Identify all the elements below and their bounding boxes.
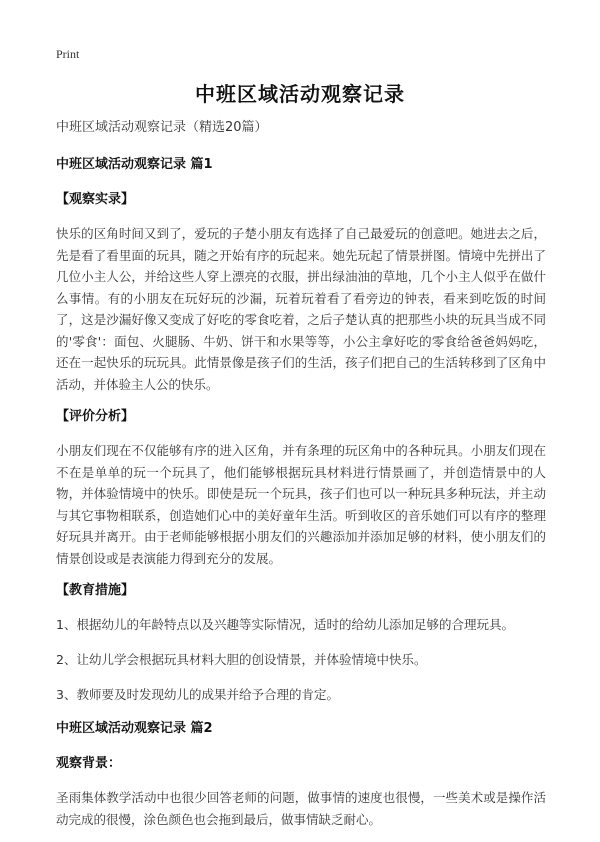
- print-link[interactable]: Print: [56, 47, 80, 61]
- background-paragraph: 圣雨集体教学活动中也很少回答老师的问题，做事情的速度也很慢，一些美术或是操作活动完成的很慢，涂色颜色也会拖到最后，做事情缺乏耐心。: [56, 790, 546, 827]
- measure-item-3: 3、教师要及时发现幼儿的成果并给予合理的肯定。: [56, 687, 339, 702]
- section-heading-2: 中班区域活动观察记录 篇2: [56, 721, 213, 736]
- measure-item-2: 2、让幼儿学会根据玩具材料大胆的创设情景，并体验情境中快乐。: [56, 652, 427, 667]
- measures-label: 【教育措施】: [56, 583, 135, 598]
- observation-paragraph: 快乐的区角时间又到了，爱玩的子楚小朋友有选择了自己最爱玩的创意吧。她进去之后，先是看了看里面的玩具，随之开始有序的玩起来。她先玩起了情景拼图。情境中先拼出了几位小主人公，并给这些人穿上漂亮的衣服，拼出绿油油的草地，几个小主人似乎在做什么事情。有的小朋友在玩好玩的沙漏，玩着玩着看了看旁边的钟表，看来到吃饭的时间了，这是沙漏好像又变成了好吃的零食吃着，之后子楚认真的把那些小块的玩具当成不同的'零食'：面包、火腿肠、牛奶、饼干和水果等等，小公主拿好吃的零食给爸爸妈妈吃，还在一起快乐的玩玩具。此情景像是孩子们的生活，孩子们把自己的生活转移到了区角中活动，并体验主人公的快乐。: [56, 226, 546, 392]
- document-subtitle: 中班区域活动观察记录（精选20篇）: [56, 120, 268, 135]
- background-label: 观察背景：: [56, 756, 122, 771]
- analysis-paragraph: 小朋友们现在不仅能够有序的进入区角，并有条理的玩区角中的各种玩具。小朋友们现在不在是单单的玩一个玩具了，他们能够根据玩具材料进行情景画了，并创造情景中的人物，并体验情境中的快乐。即使是玩一个玩具，孩子们也可以一种玩具多种玩法，并主动与其它事物相联系，创造她们心中的美好童年生活。听到收区的音乐她们可以有序的整理好玩具并离开。由于老师能够根据小朋友们的兴趣添加并添加足够的材料，使小朋友们的情景创设或是表演能力得到充分的发展。: [56, 443, 546, 566]
- measure-item-1: 1、根据幼儿的年龄特点以及兴趣等实际情况，适时的给幼儿添加足够的合理玩具。: [56, 617, 514, 632]
- analysis-label: 【评价分析】: [56, 409, 135, 424]
- document-body: [56, 118, 546, 842]
- observation-label: 【观察实录】: [56, 192, 135, 207]
- section-heading-1: 中班区域活动观察记录 篇1: [56, 157, 213, 172]
- page-title: 中班区域活动观察记录: [195, 82, 405, 106]
